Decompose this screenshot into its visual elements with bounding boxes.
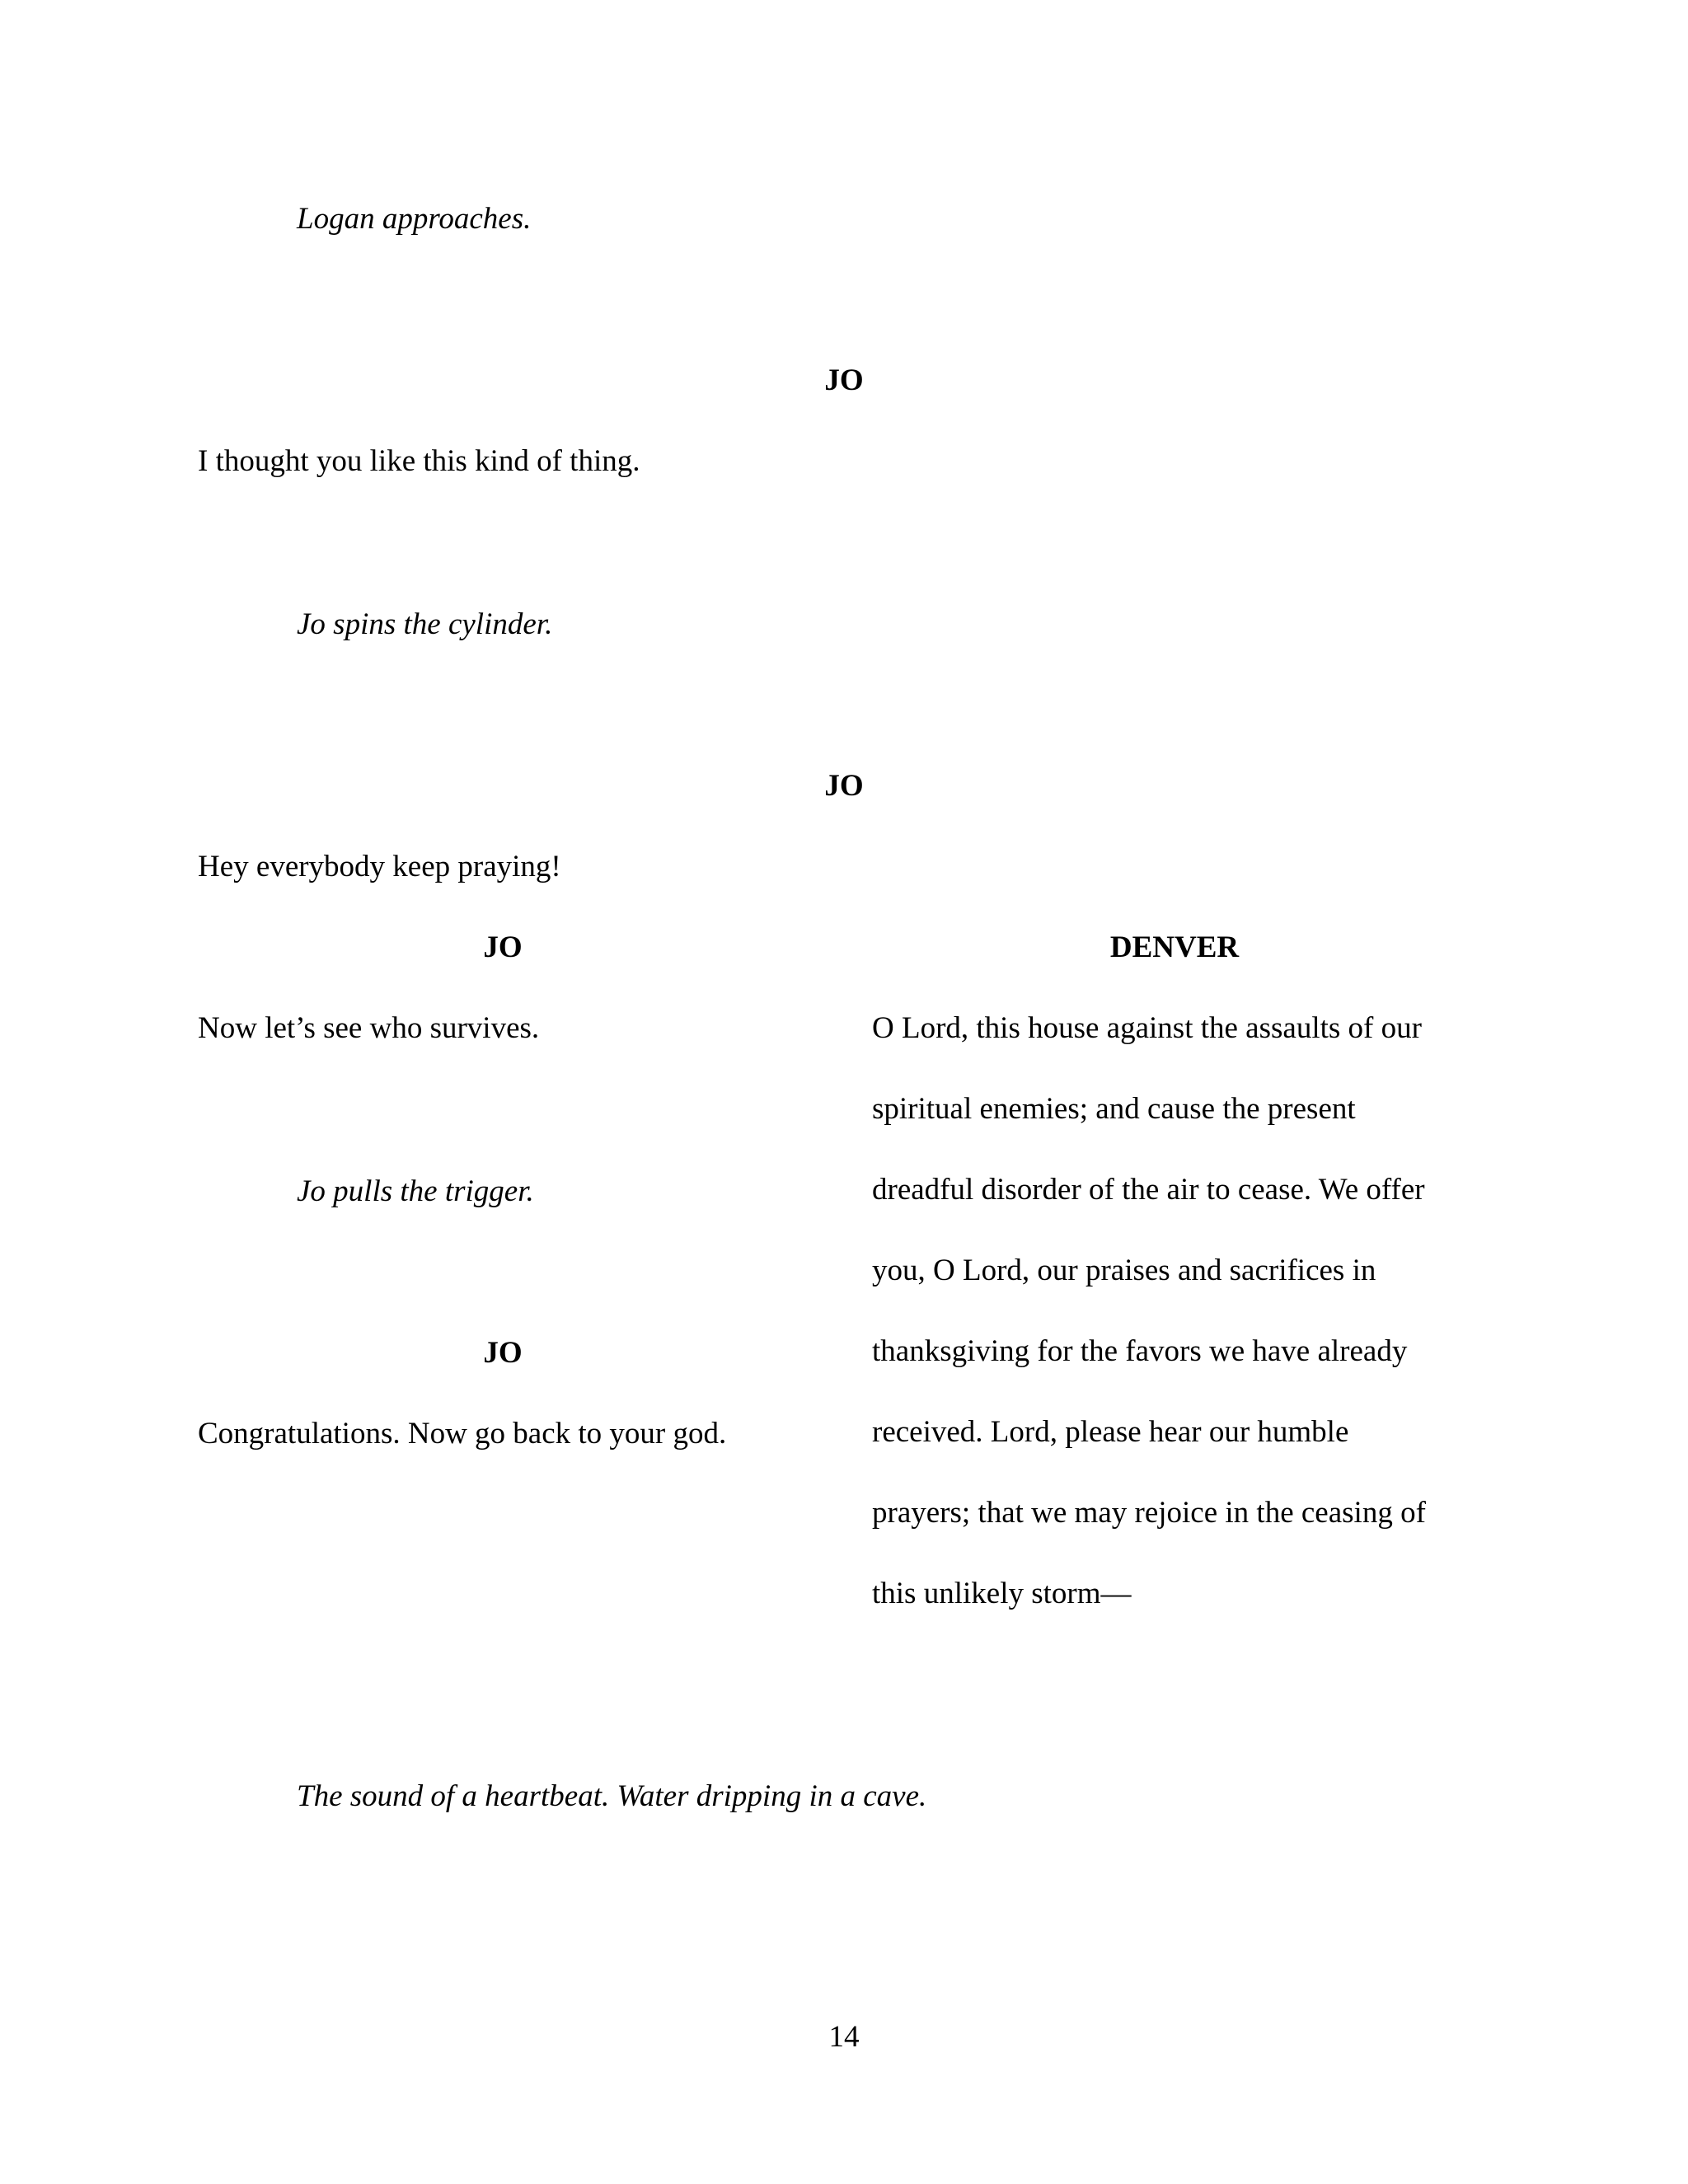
dialogue-line: Hey everybody keep praying!: [198, 850, 561, 883]
dialogue-line: spiritual enemies; and cause the present: [872, 1092, 1356, 1126]
dialogue-line: dreadful disorder of the air to cease. We offer: [872, 1173, 1425, 1207]
stage-direction: Jo spins the cylinder.: [297, 607, 553, 641]
stage-direction: Jo pulls the trigger.: [297, 1174, 534, 1208]
dialogue-line: this unlikely storm—: [872, 1577, 1132, 1610]
page-number: 14: [828, 2020, 860, 2054]
dialogue-line: thanksgiving for the favors we have already: [872, 1334, 1408, 1368]
stage-direction: The sound of a heartbeat. Water dripping in a cave.: [297, 1779, 927, 1813]
character-name: JO: [824, 363, 864, 397]
dialogue-line: O Lord, this house against the assaults of our: [872, 1011, 1422, 1045]
character-name: JO: [483, 1336, 523, 1370]
character-name: JO: [824, 769, 864, 803]
character-name: DENVER: [1109, 930, 1240, 964]
stage-direction: Logan approaches.: [297, 202, 532, 236]
dialogue-line: prayers; that we may rejoice in the ceasing of: [872, 1496, 1426, 1530]
character-name: JO: [483, 930, 523, 964]
dialogue-line: Congratulations. Now go back to your god.: [198, 1417, 727, 1451]
dialogue-line: you, O Lord, our praises and sacrifices in: [872, 1254, 1376, 1287]
dialogue-line: received. Lord, please hear our humble: [872, 1415, 1349, 1449]
dialogue-line: Now let’s see who survives.: [198, 1011, 540, 1045]
dialogue-line: I thought you like this kind of thing.: [198, 444, 640, 478]
